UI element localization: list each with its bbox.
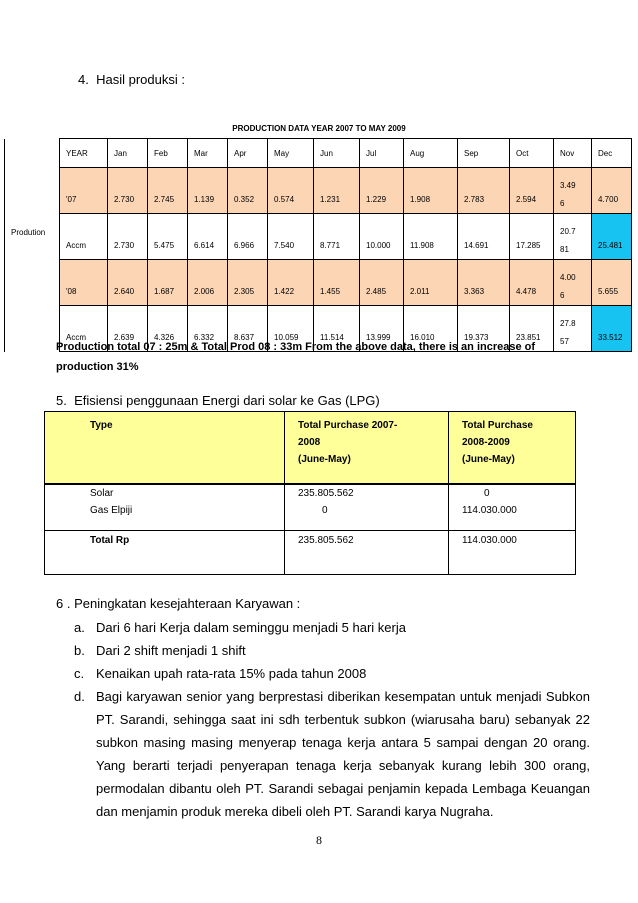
data-cell: 6.332 [188, 306, 228, 352]
data-cell: 4.700 [592, 168, 632, 214]
production-table [4, 138, 632, 352]
data-cell: 13.999 [360, 306, 404, 352]
data-cell: 2.730 [108, 214, 148, 260]
table-row [5, 168, 632, 214]
header-cell: Nov [554, 139, 592, 168]
data-cell: 11.514 [314, 306, 360, 352]
header-cell: Jul [360, 139, 404, 168]
item-gas-name: Gas Elpiji [90, 505, 133, 516]
header-cell: Sep [458, 139, 510, 168]
row-label-blank [5, 260, 60, 306]
data-cell: 17.285 [510, 214, 554, 260]
section-number: 5. [56, 393, 67, 408]
data-cell: 2.305 [228, 260, 268, 306]
data-cell: Accm [60, 306, 108, 352]
solar-value-2008: 0 [484, 488, 490, 499]
header-cell: Feb [148, 139, 188, 168]
section-number: 4. [78, 72, 89, 87]
section-6-heading: 6 . Peningkatan kesejahteraan Karyawan : [56, 596, 301, 611]
data-cell: 2.639 [108, 306, 148, 352]
list-letter: d. [74, 689, 85, 704]
data-cell: 14.691 [458, 214, 510, 260]
header-cell: Dec [592, 139, 632, 168]
total-value-2008: 114.030.000 [462, 535, 517, 546]
header-cell: Apr [228, 139, 268, 168]
data-cell: 3.363 [458, 260, 510, 306]
data-cell: 2.011 [404, 260, 458, 306]
header-cell: Jun [314, 139, 360, 168]
data-cell: 19.373 [458, 306, 510, 352]
data-cell: 1.908 [404, 168, 458, 214]
header-cell: YEAR [60, 139, 108, 168]
section-5-heading [56, 393, 380, 408]
data-cell: 1.139 [188, 168, 228, 214]
data-cell: 20.7 81 [554, 214, 592, 260]
data-cell: 1.231 [314, 168, 360, 214]
data-cell: 8.637 [228, 306, 268, 352]
data-cell: 1.229 [360, 168, 404, 214]
data-cell: 27.8 57 [554, 306, 592, 352]
data-cell: '08 [60, 260, 108, 306]
data-cell: '07 [60, 168, 108, 214]
data-cell: 8.771 [314, 214, 360, 260]
data-cell: 10.059 [268, 306, 314, 352]
data-cell: 1.422 [268, 260, 314, 306]
total-label: Total Rp [90, 535, 130, 546]
data-cell: 2.730 [108, 168, 148, 214]
list-text: Dari 2 shift menjadi 1 shift [96, 643, 246, 658]
energy-table [44, 411, 576, 575]
data-cell: 4.478 [510, 260, 554, 306]
table-row [5, 260, 632, 306]
data-cell: 10.000 [360, 214, 404, 260]
production-note: Production total 07 : 25m & Total Prod 08 : 33m From the above data, there is an increase of production 31% [56, 341, 536, 373]
header-purchase-2008: Total Purchase 2008-2009 (June-May) [462, 420, 533, 465]
data-cell: 0.352 [228, 168, 268, 214]
list-item [74, 639, 590, 662]
header-type: Type [90, 420, 113, 431]
table-corner [5, 139, 60, 168]
list-text: Kenaikan upah rata-rata 15% pada tahun 2008 [96, 666, 367, 681]
data-cell: 2.745 [148, 168, 188, 214]
data-cell: 2.485 [360, 260, 404, 306]
data-cell: 5.655 [592, 260, 632, 306]
header-cell: May [268, 139, 314, 168]
gas-value-2007: 0 [322, 505, 328, 516]
data-cell: 4.00 6 [554, 260, 592, 306]
list-text: Bagi karyawan senior yang berprestasi diberikan kesempatan untuk menjadi Subkon PT. Sarandi, sehingga saat ini sdh terbentuk subkon (wiarusaha baru) sebanyak 22 subkon masing masing menyerap tenaga kerja antara 5 sampai dengan 20 orang. Yang berarti terjadi penyerapan tenaga kerja sebanyak kurang lebih 300 orang, permodalan dibantu oleh PT. Sarandi sebagai penjamin kepada Lembaga Keuangan dan menjamin produk mereka dibeli oleh PT. Sarandi karya Nugraha. [96, 689, 590, 819]
table-row [5, 214, 632, 260]
page-number: 8 [316, 833, 322, 847]
section-title: Efisiensi penggunaan Energi dari solar ke Gas (LPG) [74, 393, 380, 408]
header-cell: Mar [188, 139, 228, 168]
data-cell: 25.481 [592, 214, 632, 260]
data-cell: 16.010 [404, 306, 458, 352]
section-title: Hasil produksi : [96, 72, 185, 87]
list-letter: b. [74, 643, 85, 658]
list-item [74, 662, 590, 685]
welfare-list [74, 616, 590, 823]
row-label-blank [5, 168, 60, 214]
header-cell: Oct [510, 139, 554, 168]
row-label: Prodution [5, 214, 60, 260]
data-cell: 4.326 [148, 306, 188, 352]
total-value-2007: 235.805.562 [298, 535, 354, 546]
data-cell: Accm [60, 214, 108, 260]
data-cell: 2.640 [108, 260, 148, 306]
item-values-2007 [298, 485, 354, 519]
data-cell: 1.455 [314, 260, 360, 306]
data-cell: 11.908 [404, 214, 458, 260]
gas-value-2008: 114.030.000 [462, 505, 517, 516]
data-cell: 2.006 [188, 260, 228, 306]
data-cell: 0.574 [268, 168, 314, 214]
row-label-blank [5, 306, 60, 352]
header-purchase-2007: Total Purchase 2007- 2008 (June-May) [298, 420, 398, 465]
section-4-heading [78, 72, 185, 87]
data-cell: 1.687 [148, 260, 188, 306]
item-names [90, 485, 132, 519]
data-cell: 2.783 [458, 168, 510, 214]
list-item [74, 685, 590, 823]
production-table-title: PRODUCTION DATA YEAR 2007 TO MAY 2009 [232, 124, 406, 133]
list-letter: c. [74, 666, 85, 681]
data-cell: 33.512 [592, 306, 632, 352]
list-item [74, 616, 590, 639]
header-cell: Aug [404, 139, 458, 168]
item-values-2008 [462, 485, 517, 519]
data-cell: 3.49 6 [554, 168, 592, 214]
data-cell: 2.594 [510, 168, 554, 214]
data-cell: 23.851 [510, 306, 554, 352]
list-text: Dari 6 hari Kerja dalam seminggu menjadi 5 hari kerja [96, 620, 406, 635]
header-cell: Jan [108, 139, 148, 168]
data-cell: 5.475 [148, 214, 188, 260]
list-letter: a. [74, 620, 85, 635]
solar-value-2007: 235.805.562 [298, 488, 354, 499]
data-cell: 7.540 [268, 214, 314, 260]
data-cell: 6.614 [188, 214, 228, 260]
item-solar-name: Solar [90, 488, 114, 499]
data-cell: 6.966 [228, 214, 268, 260]
